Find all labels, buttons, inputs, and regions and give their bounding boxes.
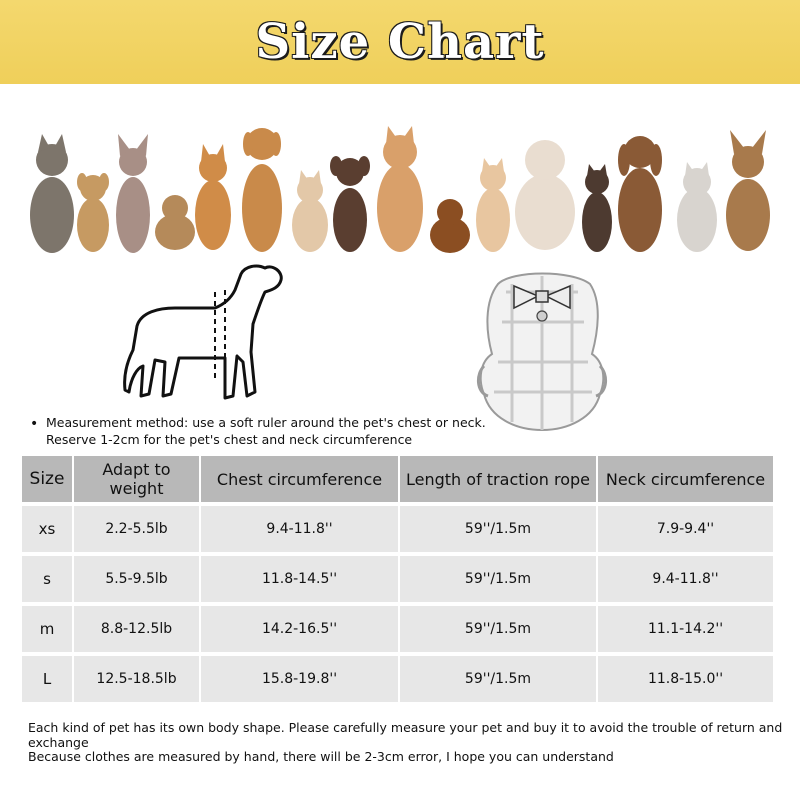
weight-cell: 5.5-9.5lb: [72, 556, 199, 602]
dog-icon: [430, 199, 470, 253]
neck-cell: 9.4-11.8'': [596, 556, 773, 602]
table-row: [22, 506, 773, 552]
cat-icon: [30, 134, 74, 253]
column-header: Neck circumference: [596, 456, 773, 502]
column-header: Size: [22, 456, 72, 502]
note-measurement-error: Because clothes are measured by hand, there will be 2-3cm error, I hope you can understand: [28, 749, 614, 764]
rope-cell: 59''/1.5m: [398, 656, 596, 702]
weight-cell: 8.8-12.5lb: [72, 606, 199, 652]
page-title: Size Chart: [255, 14, 545, 70]
cat-icon: [292, 170, 328, 252]
table-row: [22, 656, 773, 702]
dog-measurement-outline: [115, 262, 290, 407]
cat-icon: [677, 162, 717, 252]
dog-icon: [618, 136, 662, 252]
note-body-shape: Each kind of pet has its own body shape. Please carefully measure your pet and buy it to avoid the trouble of return and exchange: [28, 720, 783, 750]
chest-cell: 15.8-19.8'': [199, 656, 398, 702]
dog-icon: [726, 130, 770, 251]
cat-icon: [195, 144, 231, 250]
measurement-method-line-2: Reserve 1-2cm for the pet's chest and neck circumference: [46, 432, 413, 447]
size-cell: L: [22, 656, 72, 702]
bell-icon: [537, 311, 547, 321]
dog-icon: [330, 156, 370, 252]
cat-icon: [476, 158, 510, 252]
size-table: [22, 452, 773, 706]
rope-cell: 59''/1.5m: [398, 606, 596, 652]
chest-cell: 14.2-16.5'': [199, 606, 398, 652]
title-banner: [0, 0, 800, 84]
column-header: Adapt to weight: [72, 456, 199, 502]
measurement-method: [32, 414, 552, 448]
table-row: [22, 606, 773, 652]
table-header-row: [22, 456, 773, 502]
harness-illustration: [472, 262, 612, 437]
chest-cell: 11.8-14.5'': [199, 556, 398, 602]
measurement-method-line-1: Measurement method: use a soft ruler around the pet's chest or neck.: [46, 415, 486, 430]
size-cell: s: [22, 556, 72, 602]
size-cell: m: [22, 606, 72, 652]
neck-cell: 7.9-9.4'': [596, 506, 773, 552]
dog-icon: [77, 173, 109, 252]
cat-icon: [116, 134, 150, 253]
bullet-icon: •: [30, 416, 39, 432]
dog-icon: [515, 140, 575, 250]
column-header: Length of traction rope: [398, 456, 596, 502]
weight-cell: 2.2-5.5lb: [72, 506, 199, 552]
rope-cell: 59''/1.5m: [398, 556, 596, 602]
cat-icon: [377, 126, 423, 252]
size-cell: xs: [22, 506, 72, 552]
rope-cell: 59''/1.5m: [398, 506, 596, 552]
pets-photo-row: [0, 120, 800, 260]
dog-icon: [155, 195, 195, 250]
table-row: [22, 556, 773, 602]
weight-cell: 12.5-18.5lb: [72, 656, 199, 702]
cat-icon: [582, 164, 612, 252]
neck-cell: 11.1-14.2'': [596, 606, 773, 652]
neck-cell: 11.8-15.0'': [596, 656, 773, 702]
dog-icon: [242, 128, 282, 252]
column-header: Chest circumference: [199, 456, 398, 502]
chest-cell: 9.4-11.8'': [199, 506, 398, 552]
